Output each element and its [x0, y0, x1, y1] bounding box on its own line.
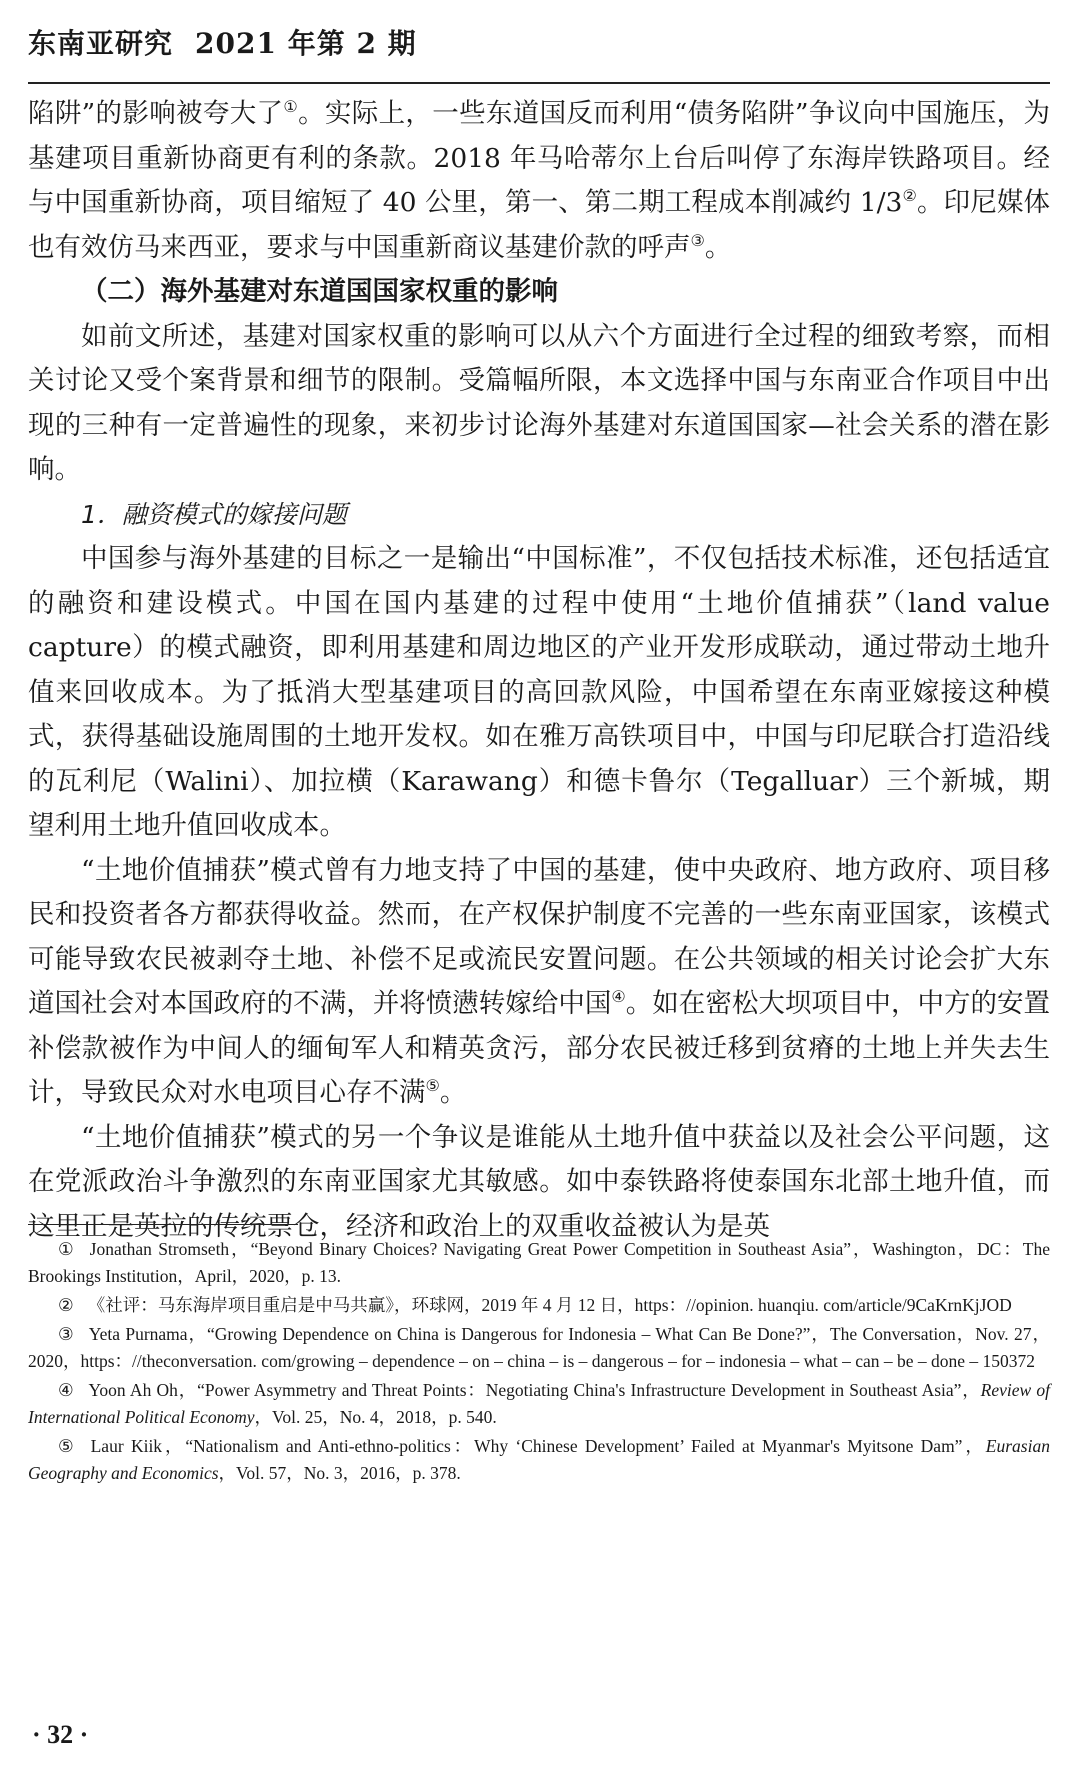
- footnote-1: [28, 1236, 1050, 1290]
- footnote-ref-4[interactable]: ④: [611, 987, 626, 1006]
- page: [28, 0, 1050, 1775]
- footnote-ref-5[interactable]: ⑤: [425, 1076, 440, 1095]
- footnote-rule: [28, 1224, 298, 1225]
- journal-title: 东南亚研究: [28, 27, 174, 60]
- paragraph-5: “土地价值捕获”模式的另一个争议是谁能从土地升值中获益以及社会公平问题，这在党派政治斗争激烈的东南亚国家尤其敏感。如中泰铁路将使泰国东北部土地升值，而这里正是英拉的传统票仓，经济和政治上的双重收益被认为是英: [28, 1121, 1050, 1242]
- footnote-text: Laur Kiik，“Nationalism and Anti-ethno-politics：Why ‘Chinese Development’ Failed at Myanmar's Myitsone Dam”，: [90, 1436, 986, 1456]
- footnote-text: Yeta Purnama，“Growing Dependence on China is Dangerous for Indonesia – What Can Be Done?”，The Conversation，Nov. 27，2020，https：//theconversation. com/growing – dependence – on – china – is – dangerous – for – indonesia – what – can – be – done – 150372: [28, 1324, 1050, 1371]
- text-run: 。实际上，一些东道国反而利用“债务陷阱”争议向中国施压，为基建项目重新协商更有利的条款。2018 年马哈蒂尔上台后叫停了东海岸铁路项目。经与中国重新协商，项目缩短了 40 公里，第一、第二期工程成本削减约 1/3: [28, 98, 1050, 218]
- footnote-number: ③: [58, 1324, 75, 1344]
- footnote-number: ②: [58, 1295, 74, 1315]
- text-run: 陷阱”的影响被夸大了: [28, 98, 284, 129]
- text-run: “土地价值捕获”模式曾有力地支持了中国的基建，使中央政府、地方政府、项目移民和投资者各方都获得收益。然而，在产权保护制度不完善的一些东南亚国家，该模式可能导致农民被剥夺土地、补偿不足或流民安置问题。在公共领域的相关讨论会扩大东道国社会对本国政府的不满，并将愤懑转嫁给中国: [28, 854, 1050, 1019]
- footnote-5: [28, 1433, 1050, 1487]
- paragraph-4: [28, 849, 1050, 1116]
- footnote-2: [28, 1292, 1050, 1319]
- footnote-4: [28, 1377, 1050, 1431]
- footnote-3: [28, 1321, 1050, 1375]
- header-rule: [28, 82, 1050, 84]
- footnote-text: ，Vol. 57，No. 3，2016，p. 378.: [218, 1463, 461, 1483]
- text-run: 。: [439, 1077, 467, 1108]
- page-number: · 32 ·: [32, 1720, 89, 1749]
- footnote-ref-1[interactable]: ①: [283, 97, 299, 116]
- text-run: 。如在密松大坝项目中，中方的安置补偿款被作为中间人的缅甸军人和精英贪污，部分农民被迁移到贫瘠的土地上并失去生计，导致民众对水电项目心存不满: [28, 988, 1051, 1108]
- footnote-text: 《社评：马东海岸项目重启是中马共赢》，环球网，2019 年 4 月 12 日，https：//opinion. huanqiu. com/article/9CaKrnKjJOD: [87, 1295, 1012, 1315]
- section-heading: （二）海外基建对东道国国家权重的影响: [81, 276, 558, 307]
- sub-heading: 1．融资模式的嫁接问题: [81, 499, 347, 529]
- paragraph-1: [28, 92, 1050, 270]
- footnote-text: Jonathan Stromseth，“Beyond Binary Choices? Navigating Great Power Competition in Southeast Asia”，Washington，DC：The Brookings Institution，April，2020，p. 13.: [28, 1239, 1050, 1286]
- journal-name: Eurasian Geography and Economics: [28, 1436, 1050, 1483]
- footnote-ref-2[interactable]: ②: [902, 186, 917, 205]
- text-run: 。印尼媒体也有效仿马来西亚，要求与中国重新商议基建价款的呼声: [28, 187, 1051, 263]
- footnote-number: ④: [58, 1380, 75, 1400]
- issue-label: 2021 年第 2 期: [195, 27, 417, 60]
- paragraph-3: 中国参与海外基建的目标之一是输出“中国标准”，不仅包括技术标准，还包括适宜的融资和建设模式。中国在国内基建的过程中使用“土地价值捕获”（land value capture）的模式融资，即利用基建和周边地区的产业开发形成联动，通过带动土地升值来回收成本。为了抵消大型基建项目的高回款风险，中国希望在东南亚嫁接这种模式，获得基础设施周围的土地开发权。如在雅万高铁项目中，中国与印尼联合打造沿线的瓦利尼（Walini）、加拉横（Karawang）和德卡鲁尔（Tegalluar）三个新城，期望利用土地升值回收成本。: [28, 543, 1050, 841]
- footnote-text: ，Vol. 25，No. 4，2018，p. 540.: [254, 1407, 497, 1427]
- running-header: [28, 22, 417, 62]
- text-run: 。: [704, 231, 732, 263]
- footnote-ref-3[interactable]: ③: [690, 230, 705, 250]
- footnotes: [28, 1236, 1050, 1489]
- footnote-number: ⑤: [58, 1436, 77, 1456]
- body-text: [28, 92, 1050, 1249]
- paragraph-2: 如前文所述，基建对国家权重的影响可以从六个方面进行全过程的细致考察，而相关讨论又受个案背景和细节的限制。受篇幅所限，本文选择中国与东南亚合作项目中出现的三种有一定普遍性的现象，来初步讨论海外基建对东道国国家—社会关系的潜在影响。: [28, 320, 1050, 485]
- journal-name: Review of International Political Economy: [28, 1380, 1050, 1427]
- footnote-number: ①: [58, 1239, 76, 1259]
- footnote-text: Yoon Ah Oh，“Power Asymmetry and Threat Points：Negotiating China's Infrastructure Development in Southeast Asia”，: [88, 1380, 981, 1400]
